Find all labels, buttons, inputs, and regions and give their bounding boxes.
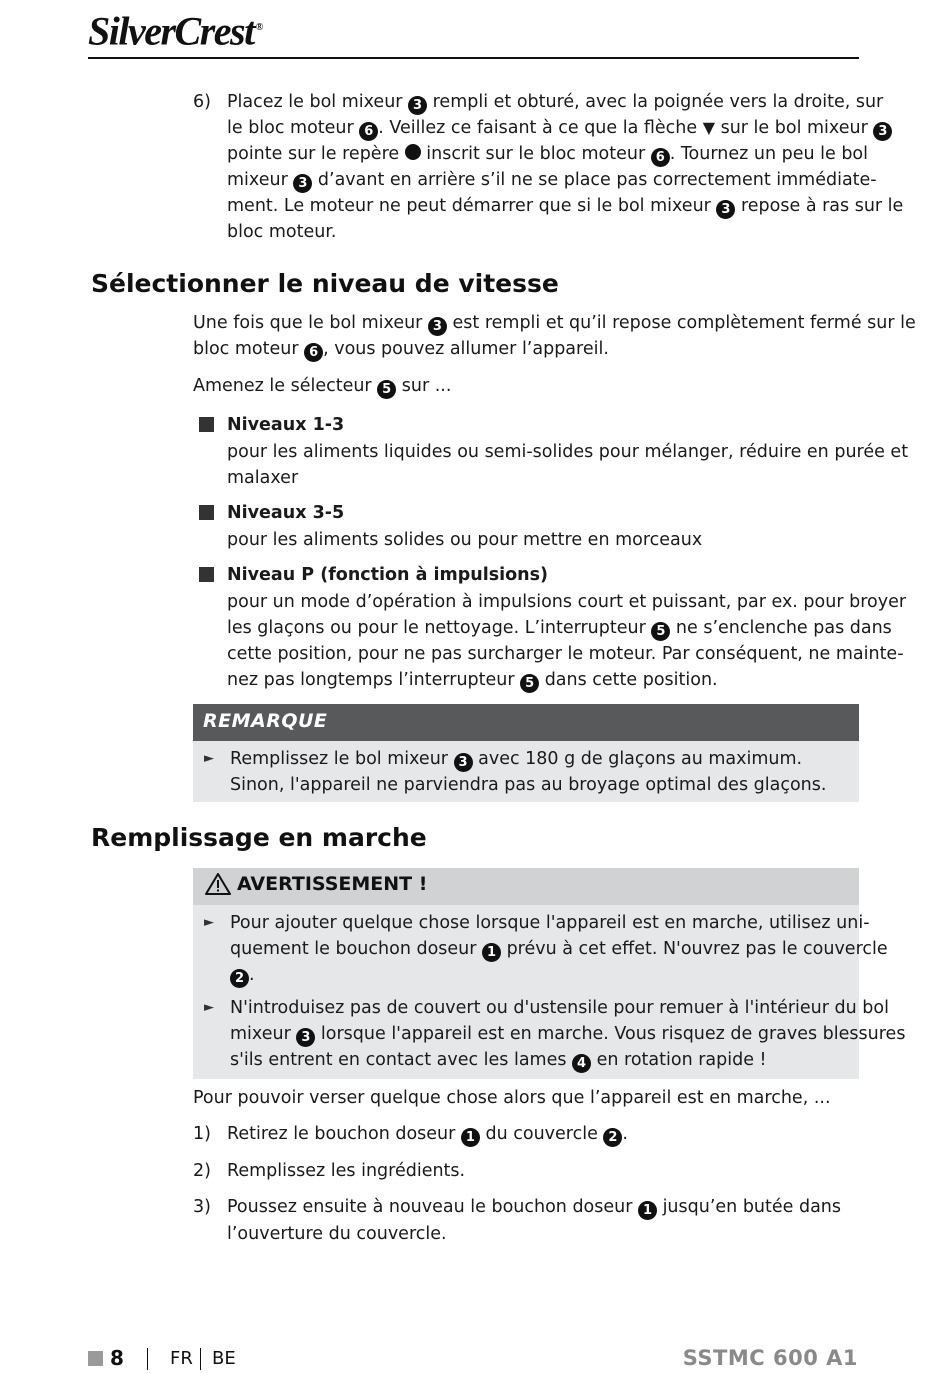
part-number-badge: 4 — [572, 1054, 591, 1073]
footer-divider — [200, 1348, 201, 1370]
part-number-badge: 6 — [651, 148, 670, 167]
text-line — [227, 193, 903, 219]
text-line — [227, 1194, 841, 1220]
text-segment: bloc moteur. — [227, 222, 337, 242]
header-rule — [88, 57, 859, 59]
text-segment: . — [249, 965, 255, 985]
text-segment: , vous pouvez allumer l’appareil. — [323, 339, 609, 359]
warning-header — [193, 868, 859, 905]
text-line — [230, 910, 870, 936]
dot-marker-icon — [405, 144, 421, 160]
text-segment: inscrit sur le bloc moteur — [420, 144, 651, 164]
part-number-badge: 6 — [304, 343, 323, 362]
part-number-badge: 5 — [520, 674, 539, 693]
text-segment: rempli et obturé, avec la poignée vers la droite, sur — [427, 92, 884, 112]
text-line — [230, 1047, 767, 1073]
step-2-number: 2) — [193, 1161, 211, 1181]
text-segment: pointe sur le repère — [227, 144, 405, 164]
section-title-speed: Sélectionner le niveau de vitesse — [91, 269, 559, 298]
text-segment: les glaçons ou pour le nettoyage. L’interrupteur — [227, 618, 652, 638]
text-line — [230, 1021, 905, 1047]
text-line — [227, 1221, 447, 1247]
text-segment: du couvercle — [479, 1124, 604, 1144]
text-segment: Retirez le bouchon doseur — [227, 1124, 461, 1144]
text-segment: Remplissez les ingrédients. — [227, 1161, 466, 1181]
footer-divider — [147, 1348, 148, 1370]
text-line — [227, 219, 337, 245]
section-title-filling: Remplissage en marche — [91, 823, 427, 852]
model-number: SSTMC 600 A1 — [682, 1346, 858, 1370]
step-1-number: 1) — [193, 1124, 211, 1144]
text-segment: Pour ajouter quelque chose lorsque l'appareil est en marche, utilisez uni- — [230, 913, 870, 933]
text-line — [230, 746, 802, 772]
text-line — [227, 1158, 465, 1184]
bullet-square — [199, 505, 214, 520]
warning-title: AVERTISSEMENT ! — [237, 873, 428, 895]
text-line — [230, 962, 255, 988]
text-line — [227, 167, 877, 193]
bullet-text-1b: malaxer — [227, 468, 299, 488]
part-number-badge: 5 — [651, 622, 670, 641]
text-line — [230, 936, 888, 962]
text-segment: . Tournez un peu le bol — [669, 144, 868, 164]
arrow-icon: ► — [204, 751, 214, 766]
part-number-badge: 3 — [296, 1028, 315, 1047]
text-segment: pour un mode d’opération à impulsions court et puissant, par ex. pour broyer — [227, 592, 907, 612]
text-line — [193, 310, 916, 336]
bullet-title-3: Niveau P (fonction à impulsions) — [227, 565, 549, 585]
text-line — [227, 1121, 628, 1147]
part-number-badge: 1 — [482, 943, 501, 962]
text-segment: . Veillez ce faisant à ce que la flèche — [378, 118, 703, 138]
text-line — [227, 141, 868, 167]
text-segment: mixeur — [227, 170, 294, 190]
note-title: REMARQUE — [203, 710, 328, 732]
text-line — [227, 589, 906, 615]
text-segment: sur le bol mixeur — [715, 118, 874, 138]
text-segment: nez pas longtemps l’interrupteur — [227, 670, 521, 690]
footer-lang-be: BE — [212, 1348, 236, 1369]
text-segment: prévu à cet effet. N'ouvrez pas le couvercle — [501, 939, 888, 959]
text-segment: N'introduisez pas de couvert ou d'ustensile pour remuer à l'intérieur du bol — [230, 998, 889, 1018]
bullet-square — [199, 417, 214, 432]
text-segment: ment. Le moteur ne peut démarrer que si le bol mixeur — [227, 196, 717, 216]
part-number-badge: 1 — [638, 1201, 657, 1220]
warning-triangle-icon — [205, 873, 231, 895]
text-segment: Une fois que le bol mixeur — [193, 313, 428, 333]
text-segment: avec 180 g de glaçons au maximum. — [472, 749, 803, 769]
text-segment: Poussez ensuite à nouveau le bouchon doseur — [227, 1197, 638, 1217]
arrow-icon: ► — [204, 915, 214, 930]
filling-intro: Pour pouvoir verser quelque chose alors que l’appareil est en marche, ... — [193, 1088, 831, 1108]
arrow-icon: ► — [204, 1000, 214, 1015]
text-line — [227, 667, 718, 693]
text-segment: s'ils entrent en contact avec les lames — [230, 1050, 573, 1070]
text-segment: dans cette position. — [539, 670, 718, 690]
part-number-badge: 3 — [716, 200, 735, 219]
part-number-badge: 3 — [873, 122, 892, 141]
note-header — [193, 704, 859, 741]
text-segment: ne s’enclenche pas dans — [670, 618, 892, 638]
bullet-title-2: Niveaux 3-5 — [227, 503, 345, 523]
part-number-badge: 2 — [230, 969, 249, 988]
text-line — [193, 336, 609, 362]
footer-lang-fr: FR — [170, 1348, 193, 1369]
bullet-text-1a: pour les aliments liquides ou semi-solides pour mélanger, réduire en purée et — [227, 442, 909, 462]
text-segment: sur ... — [396, 376, 452, 396]
text-line — [227, 115, 892, 141]
text-segment: . — [622, 1124, 628, 1144]
text-line — [230, 772, 826, 798]
brand-logo: SilverCrest ® — [88, 8, 262, 54]
text-segment: jusqu’en butée dans — [657, 1197, 842, 1217]
part-number-badge: 5 — [377, 380, 396, 399]
text-segment: cette position, pour ne pas surcharger le moteur. Par conséquent, ne mainte- — [227, 644, 904, 664]
bullet-square — [199, 567, 214, 582]
text-segment: repose à ras sur le — [735, 196, 904, 216]
text-segment: Amenez le sélecteur — [193, 376, 378, 396]
text-segment: Placez le bol mixeur — [227, 92, 409, 112]
arrow-down-icon: ▼ — [702, 118, 716, 137]
text-segment: Remplissez le bol mixeur — [230, 749, 454, 769]
text-segment: bloc moteur — [193, 339, 305, 359]
text-line — [227, 615, 892, 641]
text-segment: en rotation rapide ! — [591, 1050, 767, 1070]
part-number-badge: 3 — [408, 96, 427, 115]
step-3-number: 3) — [193, 1197, 211, 1217]
bullet-title-1: Niveaux 1-3 — [227, 415, 345, 435]
part-number-badge: 2 — [603, 1128, 622, 1147]
text-segment: d’avant en arrière s’il ne se place pas correctement immédiate- — [312, 170, 877, 190]
text-segment: le bloc moteur — [227, 118, 360, 138]
step-6-number: 6) — [193, 92, 211, 112]
selector-instruction — [193, 373, 451, 399]
part-number-badge: 6 — [359, 122, 378, 141]
part-number-badge: 1 — [461, 1128, 480, 1147]
bullet-text-2: pour les aliments solides ou pour mettre en morceaux — [227, 530, 703, 550]
part-number-badge: 3 — [454, 753, 473, 772]
text-segment: est rempli et qu’il repose complètement fermé sur le — [446, 313, 916, 333]
part-number-badge: 3 — [428, 317, 447, 336]
text-segment: Sinon, l'appareil ne parviendra pas au broyage optimal des glaçons. — [230, 775, 827, 795]
text-line — [227, 89, 883, 115]
text-line — [230, 995, 889, 1021]
footer-square — [88, 1351, 103, 1366]
text-line — [227, 641, 904, 667]
page-number: 8 — [110, 1346, 124, 1370]
text-segment: lorsque l'appareil est en marche. Vous risquez de graves blessures — [315, 1024, 906, 1044]
text-segment: l’ouverture du couvercle. — [227, 1224, 447, 1244]
text-segment: mixeur — [230, 1024, 297, 1044]
part-number-badge: 3 — [293, 174, 312, 193]
text-segment: quement le bouchon doseur — [230, 939, 483, 959]
